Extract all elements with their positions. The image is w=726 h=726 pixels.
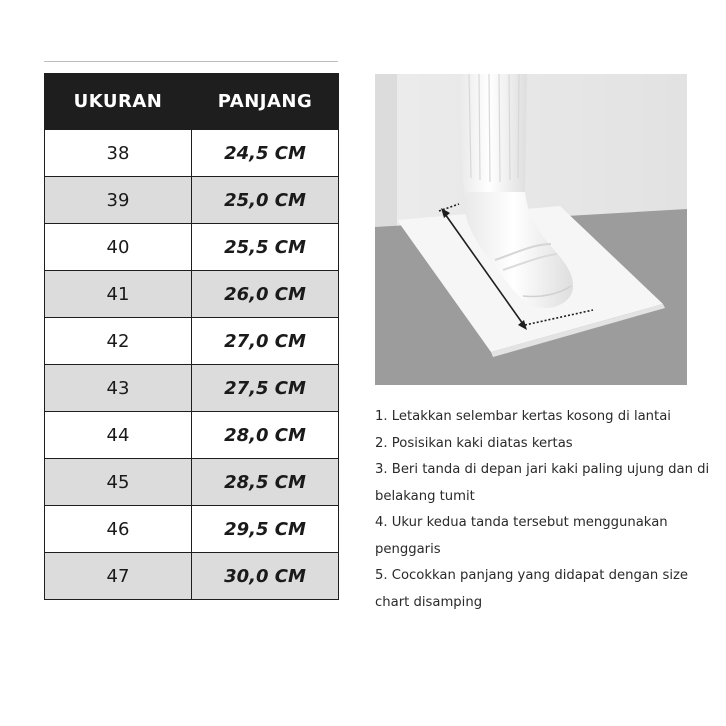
table-row — [45, 506, 339, 553]
size-cell: 45 — [45, 459, 192, 506]
table-row — [45, 177, 339, 224]
size-cell: 47 — [45, 553, 192, 600]
size-cell: 41 — [45, 271, 192, 318]
top-divider — [44, 61, 338, 62]
length-cell: 28,0 CM — [192, 412, 339, 459]
foot-measurement-photo — [375, 74, 687, 385]
length-cell: 28,5 CM — [192, 459, 339, 506]
table-row — [45, 365, 339, 412]
size-cell: 44 — [45, 412, 192, 459]
size-cell: 39 — [45, 177, 192, 224]
length-cell: 29,5 CM — [192, 506, 339, 553]
length-cell: 30,0 CM — [192, 553, 339, 600]
table-row — [45, 224, 339, 271]
table-row — [45, 412, 339, 459]
table-row — [45, 271, 339, 318]
length-cell: 24,5 CM — [192, 130, 339, 177]
size-cell: 40 — [45, 224, 192, 271]
instructions-list — [375, 404, 715, 616]
table-row — [45, 553, 339, 600]
table-row — [45, 130, 339, 177]
size-cell: 38 — [45, 130, 192, 177]
instruction-step-5: 5. Cocokkan panjang yang didapat dengan size chart disamping — [375, 568, 689, 610]
instruction-step-3: 3. Beri tanda di depan jari kaki paling ujung dan di belakang tumit — [375, 462, 710, 504]
size-cell: 42 — [45, 318, 192, 365]
size-cell: 46 — [45, 506, 192, 553]
size-cell: 43 — [45, 365, 192, 412]
length-cell: 25,5 CM — [192, 224, 339, 271]
table-header-row — [45, 74, 339, 130]
length-cell: 26,0 CM — [192, 271, 339, 318]
length-cell: 27,5 CM — [192, 365, 339, 412]
length-cell: 27,0 CM — [192, 318, 339, 365]
size-column-header: UKURAN — [45, 74, 192, 130]
instruction-step-2: 2. Posisikan kaki diatas kertas — [375, 435, 573, 451]
table-row — [45, 459, 339, 506]
instruction-step-1: 1. Letakkan selembar kertas kosong di lantai — [375, 409, 671, 424]
table-row — [45, 318, 339, 365]
instruction-step-4: 4. Ukur kedua tanda tersebut menggunakan penggaris — [375, 515, 668, 557]
length-cell: 25,0 CM — [192, 177, 339, 224]
size-table — [44, 73, 339, 600]
length-column-header: PANJANG — [192, 74, 339, 130]
